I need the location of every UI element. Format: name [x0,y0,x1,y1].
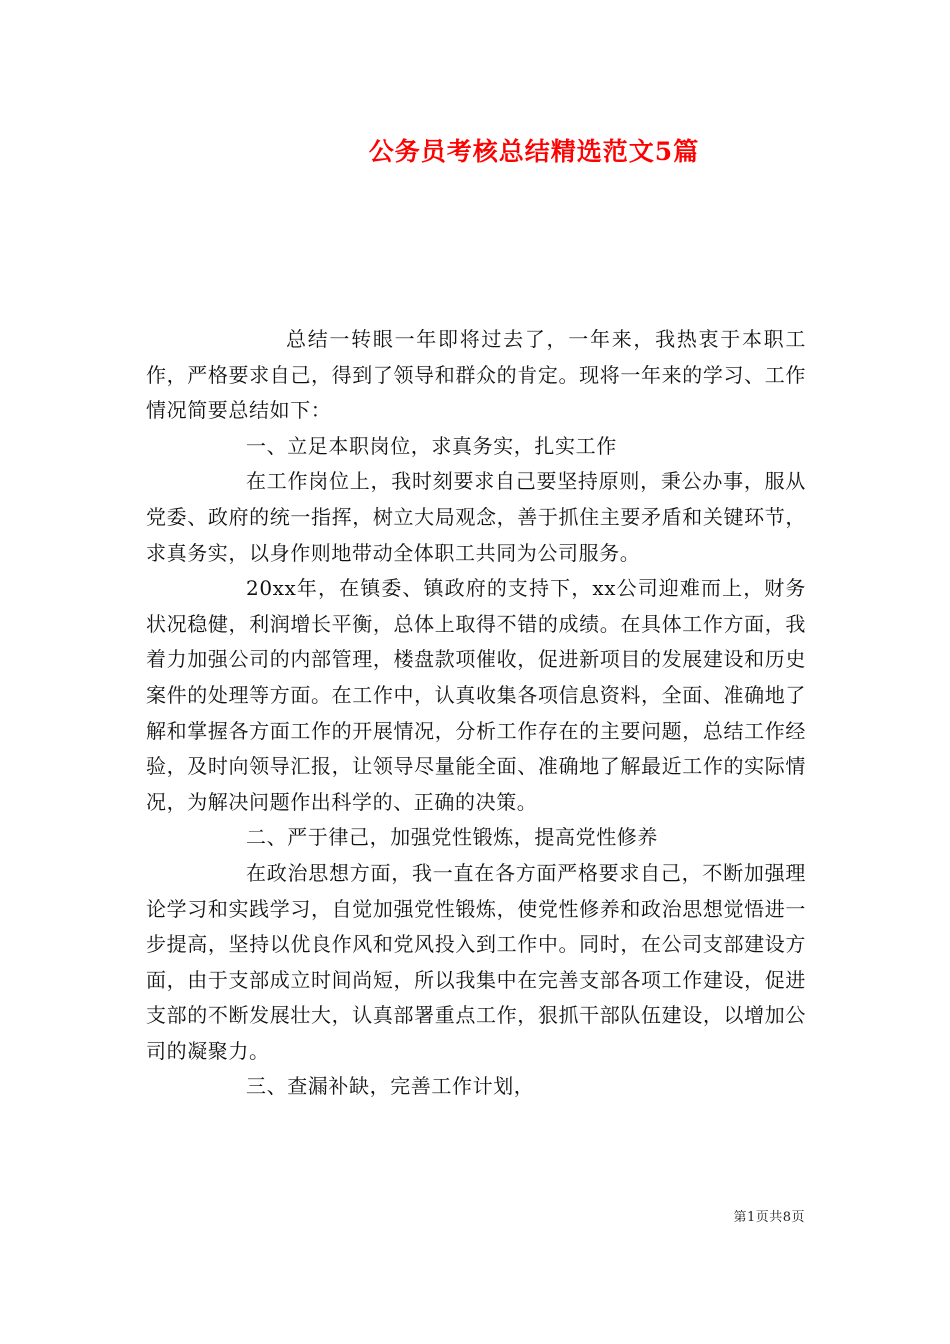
section-heading-3: 三、查漏补缺，完善工作计划， [246,1074,535,1099]
paragraph-section-1-a: 在工作岗位上，我时刻要求自己要坚持原则，秉公办事，服从党委、政府的统一指挥，树立大局观念，善于抓住主要矛盾和关键环节，求真务实，以身作则地带动全体职工共同为公司服务。 [146,469,806,565]
paragraph-intro: 总结一转眼一年即将过去了，一年来，我热衷于本职工作，严格要求自己，得到了领导和群众的肯定。现将一年来的学习、工作情况简要总结如下： [146,327,806,423]
section-heading-2: 二、严于律己，加强党性锻炼，提高党性修养 [246,825,658,850]
document-body [146,322,806,1105]
section-heading-1: 一、立足本职岗位，求真务实，扎实工作 [246,433,617,458]
paragraph-section-2: 在政治思想方面，我一直在各方面严格要求自己，不断加强理论学习和实践学习，自觉加强党性锻炼，使党性修养和政治思想觉悟进一步提高，坚持以优良作风和党风投入到工作中。同时，在公司支部建设方面，由于支部成立时间尚短，所以我集中在完善支部各项工作建设，促进支部的不断发展壮大，认真部署重点工作，狠抓干部队伍建设，以增加公司的凝聚力。 [146,860,806,1063]
page-number-footer: 第1页共8页 [733,1210,805,1225]
document-title: 公务员考核总结精选范文5篇 [368,137,700,166]
paragraph-section-1-b: 20xx年，在镇委、镇政府的支持下，xx公司迎难而上，财务状况稳健，利润增长平衡，总体上取得不错的成绩。在具体工作方面，我着力加强公司的内部管理，楼盘款项催收，促进新项目的发展建设和历史案件的处理等方面。在工作中，认真收集各项信息资料，全面、准确地了解和掌握各方面工作的开展情况，分析工作存在的主要问题，总结工作经验，及时向领导汇报，让领导尽量能全面、准确地了解最近工作的实际情况，为解决问题作出科学的、正确的决策。 [146,576,806,814]
